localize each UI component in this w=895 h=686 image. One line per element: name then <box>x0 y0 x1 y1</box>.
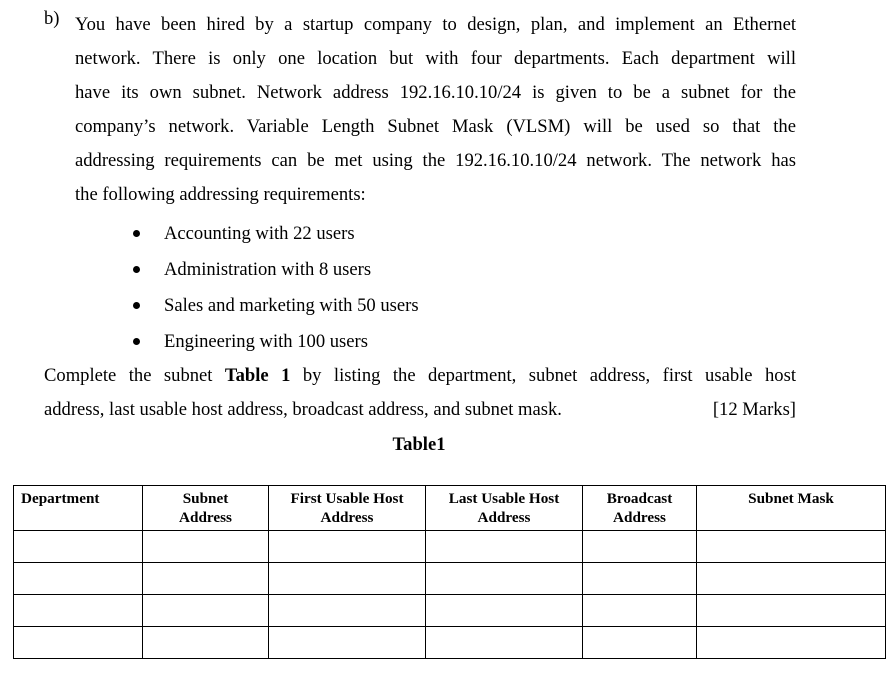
table-row <box>14 595 886 627</box>
header-subnet-address <box>143 486 269 531</box>
instruction-paragraph <box>44 359 796 427</box>
subnet-table <box>13 485 886 659</box>
table-cell[interactable] <box>143 627 269 659</box>
table-cell[interactable] <box>426 627 583 659</box>
table-cell[interactable] <box>143 531 269 563</box>
table-cell[interactable] <box>697 627 886 659</box>
marks-label: [12 Marks] <box>712 399 796 420</box>
question-label: b) <box>44 8 60 29</box>
requirement-text: Sales and marketing with 50 users <box>164 295 419 316</box>
header-text: Address <box>613 509 666 526</box>
instruction-line-1 <box>44 359 796 393</box>
table-title: Table1 <box>392 434 446 455</box>
table-cell[interactable] <box>14 595 143 627</box>
instruction-text: address, last usable host address, broadcast address, and subnet mask. <box>44 399 562 420</box>
table-cell[interactable] <box>583 563 697 595</box>
header-text: Department <box>21 490 100 507</box>
header-text: Subnet Mask <box>748 490 834 507</box>
question-line-1: You have been hired by a startup company to design, plan, and implement an Ethernet <box>75 14 796 35</box>
table-cell[interactable] <box>697 531 886 563</box>
bullet-icon <box>133 302 140 309</box>
question-line-4: company’s network. Variable Length Subnet Mask (VLSM) will be used so that the <box>75 116 796 137</box>
header-text: Address <box>477 509 531 526</box>
header-subnet-mask <box>697 486 886 531</box>
table-cell[interactable] <box>143 563 269 595</box>
bullet-icon <box>133 338 140 345</box>
table-cell[interactable] <box>583 531 697 563</box>
requirements-list <box>133 216 419 360</box>
question-line-6: the following addressing requirements: <box>75 184 366 205</box>
list-item <box>133 216 419 252</box>
table-cell[interactable] <box>14 531 143 563</box>
table-cell[interactable] <box>269 627 426 659</box>
header-department <box>14 486 143 531</box>
table-cell[interactable] <box>426 563 583 595</box>
table-cell[interactable] <box>426 531 583 563</box>
table-cell[interactable] <box>583 595 697 627</box>
header-broadcast-address <box>583 486 697 531</box>
question-line-5: addressing requirements can be met using the 192.16.10.10/24 network. The network has <box>75 150 796 171</box>
instruction-text: by listing the department, subnet address, first usable host <box>290 365 797 386</box>
table-cell[interactable] <box>269 531 426 563</box>
instruction-text: Complete the subnet <box>44 365 225 386</box>
question-line-2: network. There is only one location but with four departments. Each department will <box>75 48 796 69</box>
table-cell[interactable] <box>426 595 583 627</box>
table-cell[interactable] <box>583 627 697 659</box>
bullet-icon <box>133 266 140 273</box>
table-cell[interactable] <box>14 627 143 659</box>
table-header-row <box>14 486 886 531</box>
header-text: Address <box>179 509 232 526</box>
header-text: Last Usable Host <box>448 490 560 507</box>
header-text: First Usable Host <box>290 490 404 507</box>
table-cell[interactable] <box>143 595 269 627</box>
list-item <box>133 252 419 288</box>
header-text: Address <box>320 509 374 526</box>
requirement-text: Engineering with 100 users <box>164 331 368 352</box>
requirement-text: Administration with 8 users <box>164 259 372 280</box>
table-reference: Table 1 <box>224 365 291 386</box>
instruction-line-2 <box>44 393 796 427</box>
bullet-icon <box>133 230 140 237</box>
header-text: Broadcast <box>606 490 673 507</box>
table-row <box>14 627 886 659</box>
table-cell[interactable] <box>697 595 886 627</box>
table-cell[interactable] <box>14 563 143 595</box>
table-row <box>14 531 886 563</box>
table-cell[interactable] <box>269 563 426 595</box>
header-text: Subnet <box>182 490 229 507</box>
list-item <box>133 324 419 360</box>
question-line-3: have its own subnet. Network address 192.16.10.10/24 is given to be a subnet for the <box>75 82 796 103</box>
header-last-usable-host <box>426 486 583 531</box>
requirement-text: Accounting with 22 users <box>164 223 355 244</box>
list-item <box>133 288 419 324</box>
header-first-usable-host <box>269 486 426 531</box>
table-cell[interactable] <box>269 595 426 627</box>
table-cell[interactable] <box>697 563 886 595</box>
table-row <box>14 563 886 595</box>
